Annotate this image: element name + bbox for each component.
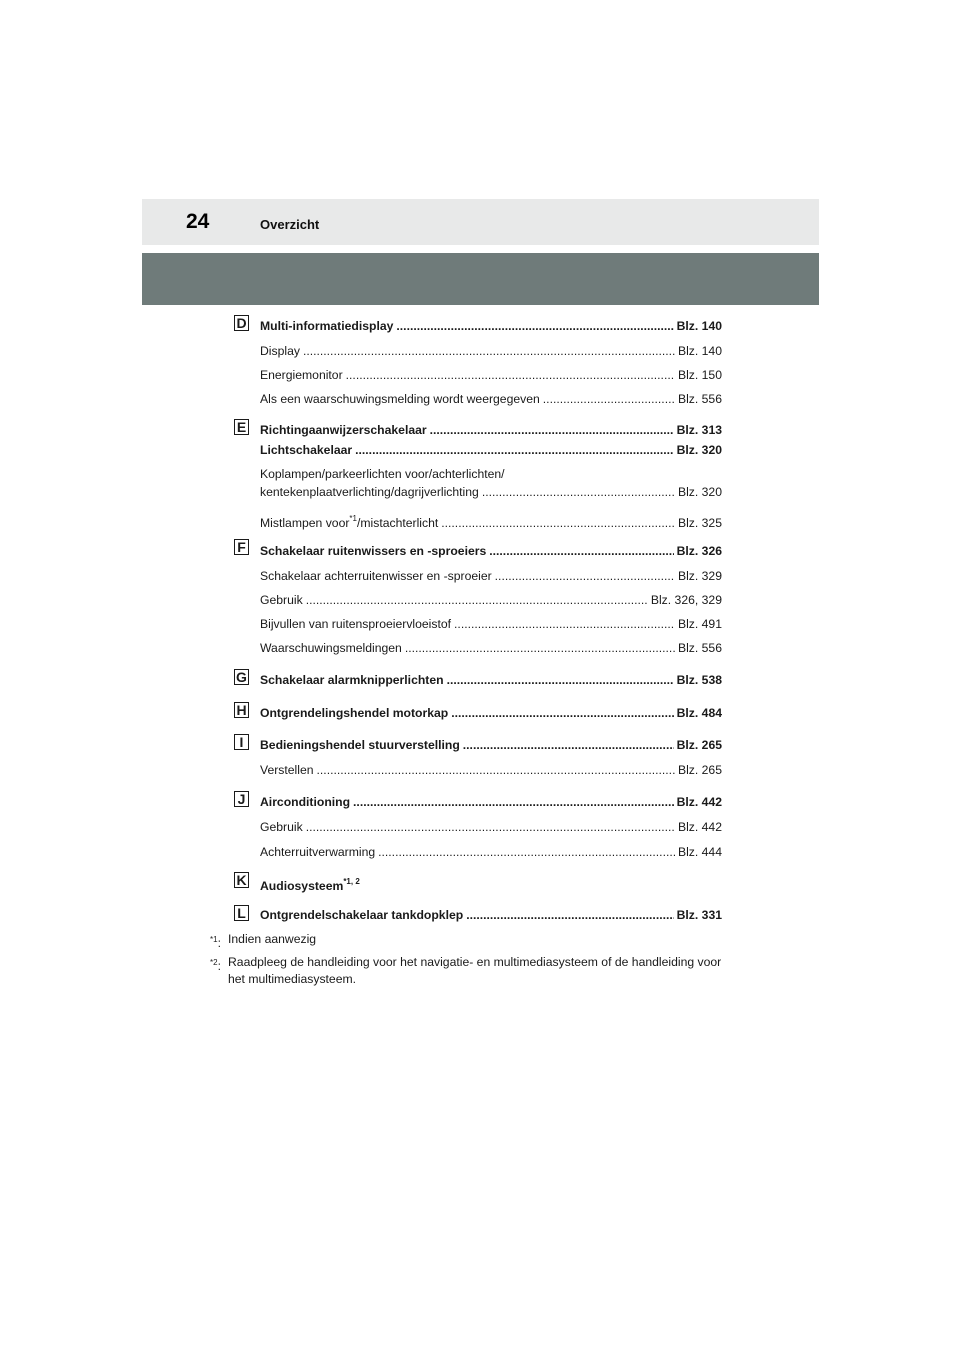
index-entry[interactable] [260, 343, 722, 360]
index-entry[interactable] [260, 616, 722, 633]
index-entry[interactable] [260, 391, 722, 408]
leader-dots [306, 819, 675, 836]
entry-label: Display [260, 344, 300, 358]
entry-label: Schakelaar achterruitenwisser en -sproeier [260, 569, 492, 583]
page-ref: Blz. 442 [676, 795, 722, 809]
leader-dots [489, 543, 673, 560]
entry-label: Als een waarschuwingsmelding wordt weergegeven [260, 392, 540, 406]
index-entry-audio[interactable] [260, 874, 722, 895]
letter-badge-f: F [234, 539, 249, 555]
index-entry[interactable] [260, 907, 722, 924]
page-ref: Blz. 320 [676, 443, 722, 457]
page-ref: Blz. 329 [677, 569, 722, 583]
leader-dots [378, 844, 675, 861]
leader-dots [405, 640, 675, 657]
entry-label: Bijvullen van ruitensproeiervloeistof [260, 617, 452, 631]
letter-badge-i: I [234, 734, 249, 750]
page-ref: Blz. 556 [677, 641, 722, 655]
entry-label: Achterruitverwarming [260, 845, 376, 859]
leader-dots [482, 484, 675, 501]
leader-dots [463, 737, 674, 754]
footnote-mark: $^{*1}$: [210, 935, 221, 951]
page-ref: Blz. 326, 329 [650, 593, 722, 607]
entry-label: Schakelaar ruitenwissers en -sproeiers [260, 544, 487, 558]
leader-dots [353, 794, 674, 811]
entry-label-post: /mistachterlicht [356, 516, 439, 531]
footnote-text: Raadpleeg de handleiding voor het navigatie- en multimediasysteem of de handleiding voor het multimediasysteem. [228, 955, 722, 986]
leader-dots [306, 592, 648, 609]
page-ref: Blz. 265 [676, 738, 722, 752]
header-band [142, 253, 819, 305]
footnote-text: Indien aanwezig [228, 932, 317, 946]
page-ref: Blz. 442 [677, 820, 722, 834]
page-ref: Blz. 556 [677, 392, 722, 406]
index-entry[interactable] [260, 672, 722, 689]
leader-dots [441, 515, 675, 532]
entry-label: Ontgrendelingshendel motorkap [260, 706, 449, 720]
footnote-ref: *1 [349, 514, 357, 523]
leader-dots [543, 391, 675, 408]
index-entry[interactable] [260, 762, 722, 779]
letter-badge-e: E [234, 419, 249, 435]
index-entry[interactable] [260, 511, 722, 532]
entry-label: Bedieningshendel stuurverstelling [260, 738, 460, 752]
leader-dots [396, 318, 673, 335]
letter-badge-l: L [234, 905, 249, 921]
leader-dots [447, 672, 674, 689]
index-entry[interactable] [260, 640, 722, 657]
leader-dots [454, 616, 675, 633]
entry-label: Verstellen [260, 763, 314, 777]
index-entry[interactable] [260, 442, 722, 459]
page-ref: Blz. 320 [677, 485, 722, 499]
entry-label: Richtingaanwijzerschakelaar [260, 423, 427, 437]
page-ref: Blz. 150 [677, 368, 722, 382]
letter-badge-g: G [234, 669, 249, 685]
leader-dots [355, 442, 673, 459]
footnote-ref: *1, 2 [343, 877, 360, 886]
page-ref: Blz. 326 [676, 544, 722, 558]
footnote-1 [210, 931, 725, 951]
footnote-mark: $^{*2}$: [210, 958, 221, 974]
index-entry[interactable] [260, 737, 722, 754]
page-ref: Blz. 444 [677, 845, 722, 859]
index-entry[interactable] [260, 592, 722, 609]
page-ref: Blz. 484 [676, 706, 722, 720]
page-ref: Blz. 140 [677, 344, 722, 358]
page-ref: Blz. 491 [677, 617, 722, 631]
entry-label: Audiosysteem [260, 879, 344, 894]
entry-label: Energiemonitor [260, 368, 343, 382]
index-entry[interactable] [260, 794, 722, 811]
page-header [142, 199, 819, 245]
entry-label: Airconditioning [260, 795, 351, 809]
leader-dots [495, 568, 675, 585]
entry-label: Schakelaar alarmknipperlichten [260, 673, 444, 687]
entry-label: kentekenplaatverlichting/dagrijverlichting [260, 485, 479, 499]
entry-label-line1: Koplampen/parkeerlichten voor/achterlichten/ [260, 467, 505, 481]
leader-dots [346, 367, 675, 384]
entry-label-pre: Mistlampen voor [260, 516, 350, 531]
index-entry[interactable] [260, 568, 722, 585]
letter-badge-j: J [234, 791, 249, 807]
section-title: Overzicht [260, 217, 320, 232]
index-entry[interactable] [260, 844, 722, 861]
index-entry[interactable] [260, 318, 722, 335]
page-ref: Blz. 325 [677, 516, 722, 531]
index-entry[interactable] [260, 543, 722, 560]
page-number: 24 [186, 210, 210, 233]
index-entry[interactable] [260, 484, 722, 501]
index-entry[interactable] [260, 705, 722, 722]
entry-label: Gebruik [260, 593, 303, 607]
letter-badge-h: H [234, 702, 249, 718]
page-ref: Blz. 331 [676, 908, 722, 922]
page-ref: Blz. 265 [677, 763, 722, 777]
entry-label: Gebruik [260, 820, 303, 834]
page-ref: Blz. 140 [676, 319, 722, 333]
leader-dots [303, 343, 675, 360]
index-entry[interactable] [260, 367, 722, 384]
leader-dots [466, 907, 673, 924]
entry-label: Multi-informatiedisplay [260, 319, 394, 333]
entry-label: Lichtschakelaar [260, 443, 353, 457]
letter-badge-d: D [234, 315, 249, 331]
leader-dots [317, 762, 675, 779]
letter-badge-k: K [234, 872, 249, 888]
footnote-2 [210, 954, 725, 988]
leader-dots [451, 705, 673, 722]
page-ref: Blz. 313 [676, 423, 722, 437]
entry-label: Ontgrendelschakelaar tankdopklep [260, 908, 464, 922]
index-entry[interactable] [260, 819, 722, 836]
page-ref: Blz. 538 [676, 673, 722, 687]
index-entry[interactable] [260, 422, 722, 439]
leader-dots [430, 422, 674, 439]
entry-label: Waarschuwingsmeldingen [260, 641, 402, 655]
entry-label [260, 511, 438, 532]
